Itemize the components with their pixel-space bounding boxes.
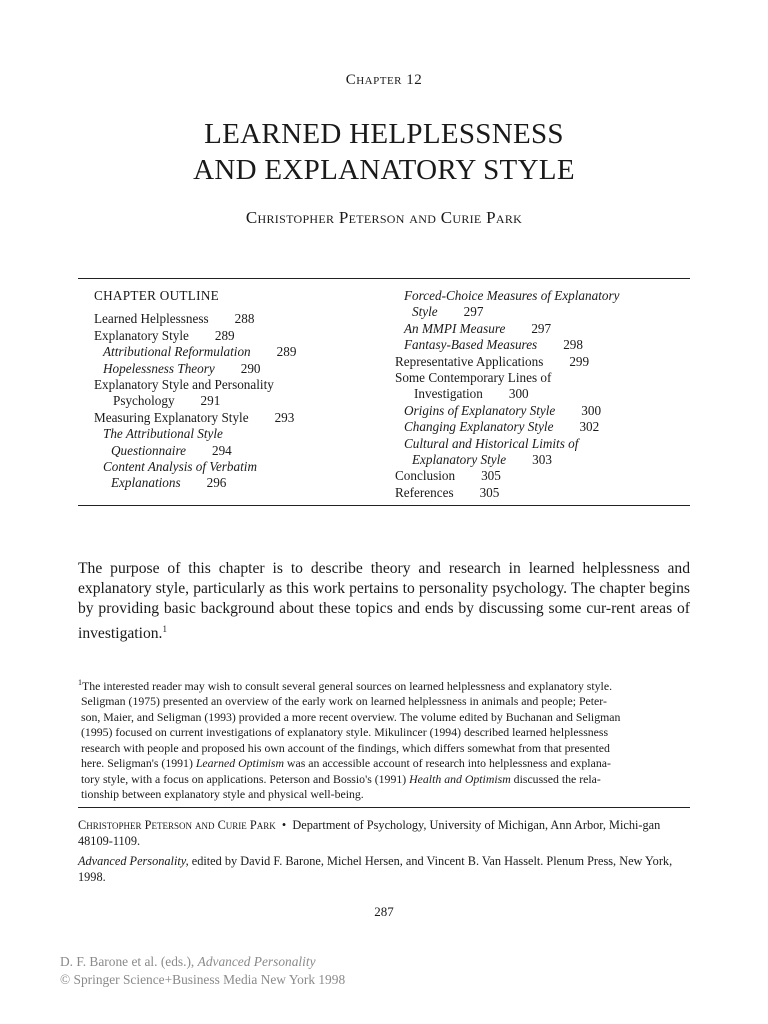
book-details: edited by David F. Barone, Michel Hersen, and Vincent B. Van Hasselt. Plenum Press, New York, 1998. (78, 854, 673, 884)
outline-top-rule (78, 278, 690, 279)
outline-entry-title: Explanatory Style (412, 452, 507, 468)
outline-entry-page: 303 (532, 452, 552, 468)
intro-text: The purpose of this chapter is to describe theory and research in learned helplessness and explanatory style, particularly as this work pertains to personality psychology. The chapter begins by providing basic background about these topics and ends by discussing some cur-rent areas of investigation. (78, 560, 690, 643)
outline-entry-title: Attributional Reformulation (103, 344, 251, 360)
outline-entry-page: 290 (240, 360, 261, 376)
outline-entry (395, 370, 695, 386)
outline-entry (94, 475, 394, 491)
outline-entry (395, 337, 695, 353)
outline-entry-page: 293 (274, 409, 295, 425)
affiliation-bullet: • (281, 818, 287, 832)
footnote-line-text: Seligman (1975) presented an overview of the early work on learned helplessness in animals and people; Peter- (81, 694, 607, 709)
outline-entry (395, 452, 695, 468)
footnote-line-text: The interested reader may wish to consult several general sources on learned helplessness and explanatory style. (82, 678, 613, 693)
outline-entry-title: Questionnaire (111, 442, 186, 458)
outline-entry (395, 288, 695, 304)
affiliation-names: Christopher Peterson and Curie Park (78, 818, 276, 832)
outline-heading: CHAPTER OUTLINE (94, 288, 220, 303)
outline-entry-page: 297 (463, 304, 484, 320)
outline-left-items (94, 311, 394, 491)
footnote-line (78, 725, 690, 741)
source-citation (60, 953, 560, 971)
chapter-label: Chapter 12 (345, 72, 423, 88)
footnote-mark: 1 (78, 678, 82, 687)
outline-entry (395, 436, 695, 452)
footnote-line-text: research with people and proposed his own account of the findings, which differs somewhat from that presented (81, 740, 610, 755)
outline-entry (395, 304, 695, 320)
outline-entry-title: Representative Applications (395, 353, 544, 369)
footnote-line (78, 772, 690, 788)
outline-entry (94, 443, 394, 459)
footnote-line (78, 787, 690, 803)
outline-entry-page: 294 (211, 442, 232, 458)
outline-entry-page: 300 (508, 386, 529, 402)
outline-entry-title: Conclusion (395, 468, 456, 484)
chapter-title (0, 116, 768, 188)
footnote-line-text: here. Seligman's (1991) Learned Optimism was an accessible account of research into helplessness and explana- (81, 756, 611, 771)
outline-entry-title: Explanations (111, 475, 181, 491)
footnote-line-text: tionship between explanatory style and physical well-being. (81, 787, 364, 802)
outline-entry-page: 289 (276, 344, 297, 360)
footnote-line (78, 756, 690, 772)
outline-entry (94, 377, 394, 393)
outline-entry (395, 321, 695, 337)
outline-entry-page: 288 (234, 311, 255, 327)
outline-entry (94, 328, 394, 344)
outline-entry-page: 289 (214, 327, 235, 343)
outline-entry-page: 305 (481, 468, 501, 484)
outline-entry-page: 299 (569, 353, 590, 369)
footnote-line (78, 694, 690, 710)
outline-entry (94, 426, 394, 442)
outline-entry-title: Content Analysis of Verbatim (103, 459, 257, 475)
outline-entry-page: 305 (479, 484, 500, 500)
outline-entry-title: The Attributional Style (103, 426, 223, 442)
outline-entry (94, 361, 394, 377)
outline-bottom-rule (78, 505, 690, 506)
outline-entry-title: Investigation (414, 386, 483, 402)
outline-entry-title: Psychology (113, 393, 175, 409)
source-editors: D. F. Barone et al. (eds.), (60, 954, 198, 969)
outline-entry-title: An MMPI Measure (404, 320, 506, 336)
chapter-authors: Christopher Peterson and Curie Park (245, 208, 523, 227)
footnote-line (78, 741, 690, 757)
outline-right-column (395, 288, 695, 501)
outline-right-items (395, 288, 695, 501)
outline-entry (395, 485, 695, 501)
outline-entry (94, 459, 394, 475)
outline-entry (395, 354, 695, 370)
outline-entry-title: Changing Explanatory Style (404, 419, 554, 435)
outline-entry-title: Cultural and Historical Limits of (404, 435, 579, 451)
outline-entry-title: Learned Helplessness (94, 311, 209, 327)
author-affiliation (78, 817, 690, 849)
footnote-line (78, 675, 690, 694)
outline-entry-title: Hopelessness Theory (103, 360, 215, 376)
title-line-1: LEARNED HELPLESSNESS (204, 118, 564, 150)
footnote-line-text: son, Maier, and Seligman (1993) provided a more recent overview. The volume edited by Buchanan and Seligman (81, 709, 621, 724)
footnote-reference: 1 (162, 624, 167, 634)
copyright-line: © Springer Science+Business Media New York 1998 (60, 972, 346, 987)
outline-entry-title: Explanatory Style (94, 327, 189, 343)
outline-entry-page: 297 (531, 320, 552, 336)
outline-entry-title: Forced-Choice Measures of Explanatory (404, 288, 620, 303)
outline-entry (94, 410, 394, 426)
outline-entry (94, 393, 394, 409)
outline-entry (395, 403, 695, 419)
outline-entry (395, 419, 695, 435)
book-citation (78, 853, 690, 885)
outline-entry-page: 298 (563, 337, 583, 353)
footnote-line-text: tory style, with a focus on applications. Peterson and Bossio's (1991) Health and Optimism discussed the rela- (81, 771, 601, 786)
outline-entry (395, 386, 695, 402)
outline-entry-title: Measuring Explanatory Style (94, 409, 249, 425)
outline-entry (94, 311, 394, 327)
outline-left-column (94, 288, 394, 492)
outline-entry-page: 296 (206, 475, 227, 491)
outline-entry (395, 468, 695, 484)
footnote (78, 675, 690, 803)
outline-entry-page: 291 (200, 393, 221, 409)
intro-paragraph (78, 559, 690, 644)
footnote-line-text: (1995) focused on current investigations of explanatory style. Mikulincer (1994) described learned helplessness (81, 725, 609, 740)
book-title: Advanced Personality, (78, 854, 189, 868)
outline-entry-title: Explanatory Style and Personality (94, 377, 274, 393)
outline-entry-title: Origins of Explanatory Style (404, 402, 556, 418)
footer-rule (78, 807, 690, 808)
outline-entry-title: Some Contemporary Lines of (395, 370, 552, 386)
affiliation-department: Department of Psychology, University of Michigan, Ann Arbor, Michi-gan 48109-1109. (78, 818, 661, 848)
copyright-notice (60, 953, 560, 989)
outline-entry-page: 302 (579, 419, 600, 435)
footnote-line (78, 710, 690, 726)
outline-entry-title: References (395, 484, 454, 500)
page-number: 287 (374, 904, 394, 919)
source-title: Advanced Personality (197, 954, 316, 969)
outline-entry-page: 300 (581, 402, 602, 418)
outline-entry (94, 344, 394, 360)
outline-entry-title: Style (412, 304, 438, 320)
outline-entry-title: Fantasy-Based Measures (404, 337, 538, 353)
title-line-2: AND EXPLANATORY STYLE (193, 154, 575, 186)
